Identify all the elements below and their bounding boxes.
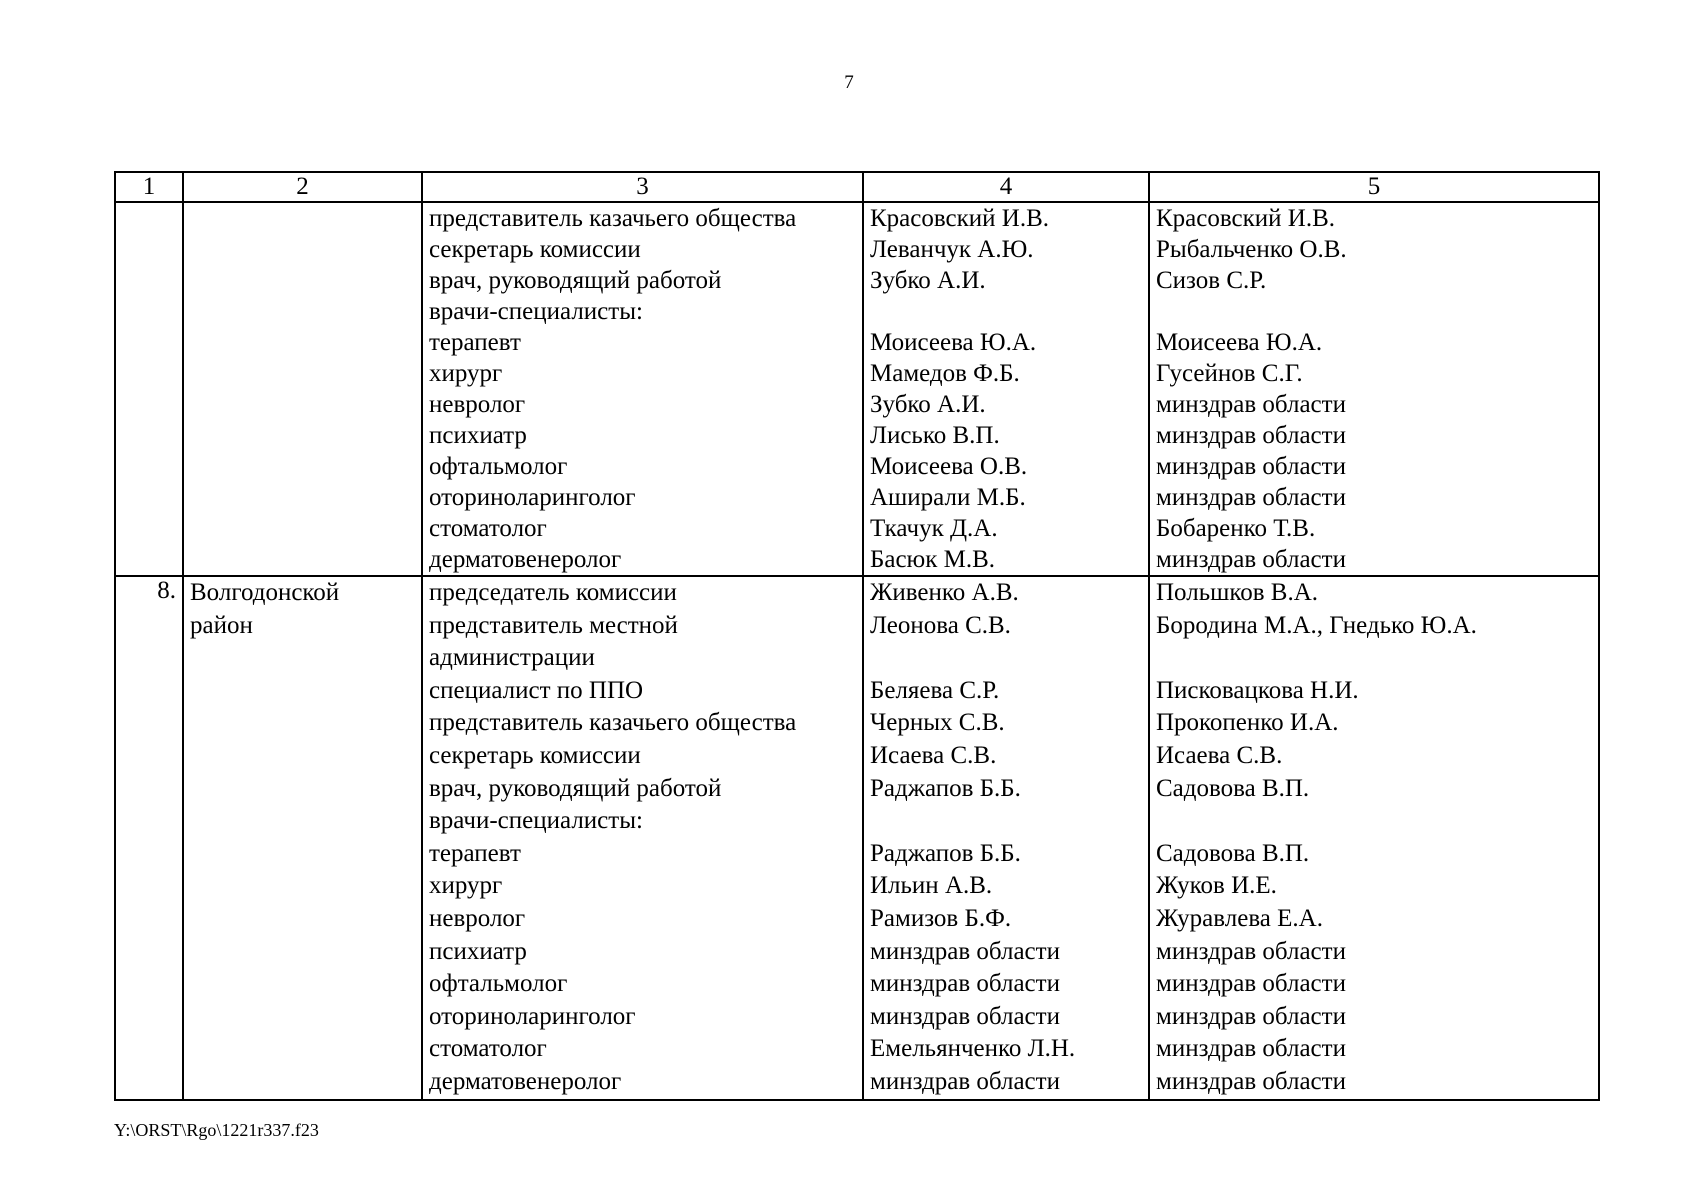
commission-table xyxy=(114,171,1600,1101)
member-cell xyxy=(863,202,1149,576)
cell-line: Волгодонской xyxy=(190,579,340,606)
cell-line: Мамедов Ф.Б. xyxy=(870,360,1020,387)
cell-line: секретарь комиссии xyxy=(429,236,641,263)
cell-line xyxy=(870,805,1142,838)
cell-line: минздрав области xyxy=(1156,937,1346,965)
cell-line: оториноларинголог xyxy=(429,484,636,511)
cell-line: Исаева С.В. xyxy=(1156,741,1283,769)
header-col-1: 1 xyxy=(115,172,183,202)
cell-line: психиатр xyxy=(429,937,527,965)
reserve-member-cell xyxy=(1149,202,1599,576)
cell-line: минздрав области xyxy=(870,1002,1060,1030)
cell-line: Бобаренко Т.В. xyxy=(1156,515,1316,542)
cell-line: Живенко А.В. xyxy=(870,579,1019,606)
cell-line: Леванчук А.Ю. xyxy=(870,236,1034,263)
cell-line: минздрав области xyxy=(1156,391,1346,418)
cell-line: Садовова В.П. xyxy=(1156,839,1310,867)
cell-line: Ткачук Д.А. xyxy=(870,515,998,542)
cell-line: минздрав области xyxy=(870,937,1060,965)
cell-line: Зубко А.И. xyxy=(870,267,986,294)
cell-line: минздрав области xyxy=(1156,1035,1346,1063)
cell-line: дерматовенеролог xyxy=(429,1067,622,1095)
row-number xyxy=(115,202,183,576)
cell-line: минздрав области xyxy=(870,970,1060,998)
header-col-5: 5 xyxy=(1149,172,1599,202)
role-cell xyxy=(422,202,863,576)
cell-line: хирург xyxy=(429,360,503,387)
cell-line: Гусейнов С.Г. xyxy=(1156,360,1303,387)
cell-line: Черных С.В. xyxy=(870,709,1005,737)
cell-line: минздрав области xyxy=(1156,422,1346,449)
cell-line: Рамизов Б.Ф. xyxy=(870,904,1012,932)
cell-line: Сизов С.Р. xyxy=(1156,267,1267,294)
district-cell xyxy=(183,576,422,1100)
cell-line: Писковацкова Н.И. xyxy=(1156,676,1359,704)
cell-line: минздрав области xyxy=(1156,453,1346,480)
cell-line xyxy=(1156,296,1592,327)
cell-line xyxy=(1156,642,1592,675)
cell-line: Исаева С.В. xyxy=(870,741,997,769)
file-path-footer: Y:\ORST\Rgo\1221r337.f23 xyxy=(114,1120,319,1140)
cell-line: Моисеева Ю.А. xyxy=(1156,329,1323,356)
district-cell xyxy=(183,202,422,576)
cell-line: председатель комиссии xyxy=(429,579,677,606)
cell-line: администрации xyxy=(429,644,595,672)
cell-line: Моисеева Ю.А. xyxy=(870,329,1037,356)
cell-line: Прокопенко И.А. xyxy=(1156,709,1339,737)
cell-line: Басюк М.В. xyxy=(870,546,996,573)
cell-line: Рыбальченко О.В. xyxy=(1156,236,1347,263)
header-col-4: 4 xyxy=(863,172,1149,202)
table-row xyxy=(115,202,1599,576)
header-col-2: 2 xyxy=(183,172,422,202)
cell-line: стоматолог xyxy=(429,515,547,542)
cell-line: Ильин А.В. xyxy=(870,872,993,900)
cell-line: минздрав области xyxy=(1156,970,1346,998)
cell-line: Емельянченко Л.Н. xyxy=(870,1035,1076,1063)
cell-line: психиатр xyxy=(429,422,527,449)
cell-line: представитель казачьего общества xyxy=(429,709,797,737)
cell-line: Раджапов Б.Б. xyxy=(870,839,1021,867)
cell-line xyxy=(870,642,1142,675)
cell-line: оториноларинголог xyxy=(429,1002,636,1030)
cell-line: врач, руководящий работой xyxy=(429,774,722,802)
cell-line: терапевт xyxy=(429,839,521,867)
cell-line: Лисько В.П. xyxy=(870,422,1000,449)
cell-line: Садовова В.П. xyxy=(1156,774,1310,802)
cell-line: врачи-специалисты: xyxy=(429,807,643,835)
reserve-member-cell xyxy=(1149,576,1599,1100)
cell-line: стоматолог xyxy=(429,1035,547,1063)
page-number: 7 xyxy=(844,72,854,93)
cell-line: хирург xyxy=(429,872,503,900)
header-col-3: 3 xyxy=(422,172,863,202)
cell-line: Журавлева Е.А. xyxy=(1156,904,1323,932)
cell-line: секретарь комиссии xyxy=(429,741,641,769)
cell-line: представитель местной xyxy=(429,611,678,639)
cell-line xyxy=(870,296,1142,327)
cell-line: дерматовенеролог xyxy=(429,546,622,573)
cell-line: минздрав области xyxy=(1156,546,1346,573)
cell-line: минздрав области xyxy=(1156,1067,1346,1095)
row-number: 8. xyxy=(115,576,183,1100)
cell-line: офтальмолог xyxy=(429,453,568,480)
cell-line: минздрав области xyxy=(1156,1002,1346,1030)
cell-line: невролог xyxy=(429,904,526,932)
cell-line: врач, руководящий работой xyxy=(429,267,722,294)
header-row xyxy=(115,172,1599,202)
cell-line xyxy=(1156,805,1592,838)
cell-line: терапевт xyxy=(429,329,521,356)
cell-line: Беляева С.Р. xyxy=(870,676,1000,704)
cell-line: район xyxy=(190,611,253,639)
cell-line: Польшков В.А. xyxy=(1156,579,1319,606)
member-cell xyxy=(863,576,1149,1100)
cell-line: Жуков И.Е. xyxy=(1156,872,1277,900)
cell-line: минздрав области xyxy=(870,1067,1060,1095)
cell-line: Моисеева О.В. xyxy=(870,453,1028,480)
role-cell xyxy=(422,576,863,1100)
cell-line: Красовский И.В. xyxy=(1156,205,1336,232)
cell-line: офтальмолог xyxy=(429,970,568,998)
cell-line: Красовский И.В. xyxy=(870,205,1050,232)
cell-line: минздрав области xyxy=(1156,484,1346,511)
cell-line: специалист по ППО xyxy=(429,676,644,704)
cell-line: Бородина М.А., Гнедько Ю.А. xyxy=(1156,611,1477,639)
cell-line: Зубко А.И. xyxy=(870,391,986,418)
table-row xyxy=(115,576,1599,1100)
cell-line: Леонова С.В. xyxy=(870,611,1011,639)
cell-line: Раджапов Б.Б. xyxy=(870,774,1021,802)
cell-line: Аширали М.Б. xyxy=(870,484,1026,511)
cell-line: невролог xyxy=(429,391,526,418)
cell-line: представитель казачьего общества xyxy=(429,205,797,232)
cell-line: врачи-специалисты: xyxy=(429,298,643,325)
